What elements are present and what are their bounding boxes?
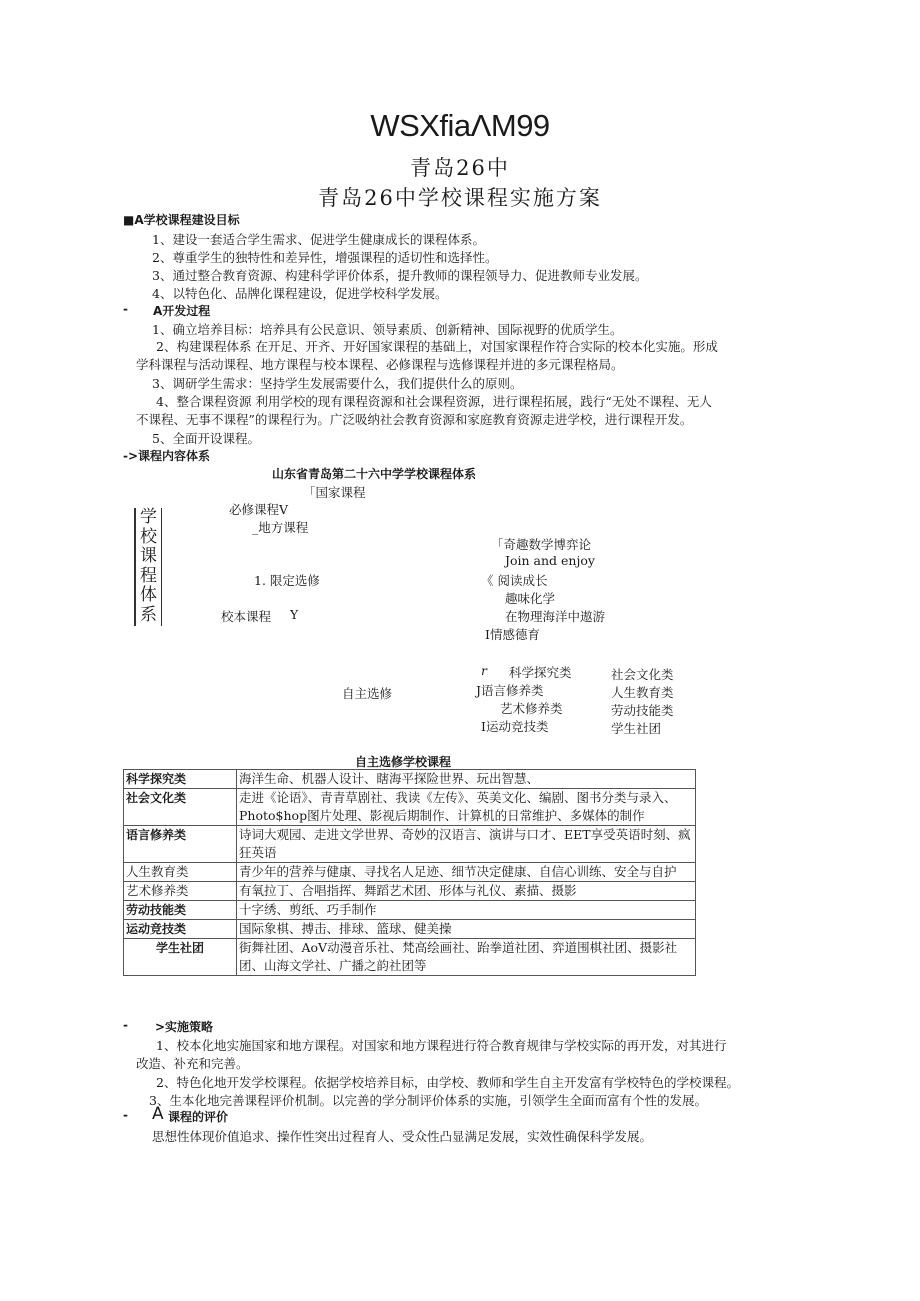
table-courses: 国际象棋、搏击、排球、篮球、健美操 <box>237 920 696 939</box>
limited-elective-item: 「奇趣数学博弈论 <box>491 537 592 552</box>
table-row <box>124 939 696 976</box>
table-courses: 走进《论语》、青青草剧社、我读《左传》、英美文化、编剧、图书分类与录入、Photo$hop图片处理、影视后期制作、计算机的日常维护、多媒体的制作 <box>237 789 696 826</box>
goal-item: 3、通过整合教育资源、构建科学评价体系，提升教师的课程领导力、促进教师专业发展。 <box>152 268 648 283</box>
table-category: 科学探究类 <box>124 770 237 789</box>
table-row <box>124 920 696 939</box>
table-courses: 十字绣、剪纸、巧手制作 <box>237 901 696 920</box>
limited-elective-item: 在物理海洋中遨游 <box>505 609 606 624</box>
table-courses: 诗词大观园、走进文学世界、奇妙的汉语言、演讲与口才、EET享受英语时刻、疯狂英语 <box>237 826 696 863</box>
page-title: 青岛26中学校课程实施方案 <box>318 186 602 210</box>
strategy-line: 改造、补充和完善。 <box>136 1056 249 1071</box>
free-elective-item: 社会文化类 <box>611 667 674 682</box>
section-strategy-heading: >实施策略 <box>155 1020 214 1034</box>
section-dash: - <box>123 1018 128 1032</box>
diagram-local-course: _地方课程 <box>252 520 309 535</box>
free-elective-item: I运动竞技类 <box>481 719 549 734</box>
table-category: 艺术修养类 <box>124 882 237 901</box>
table-category: 社会文化类 <box>124 789 237 826</box>
table-row <box>124 901 696 920</box>
table-category: 学生社团 <box>124 939 237 976</box>
table-category: 运动竞技类 <box>124 920 237 939</box>
section-dash: - <box>123 302 128 316</box>
diagram-limited-elective: 1. 限定选修 <box>254 573 320 588</box>
limited-elective-item: Join and enjoy <box>505 553 595 568</box>
table-row <box>124 863 696 882</box>
process-line: 不课程、无事不课程”的课程行为。广泛吸纳社会教育资源和家庭教育资源走进学校，进行课程开发。 <box>136 412 693 427</box>
goal-item: 2、尊重学生的独特性和差异性，增强课程的适切性和选择性。 <box>152 250 498 265</box>
section-goals-heading: ■A学校课程建设目标 <box>123 213 240 227</box>
section-process-heading: A开发过程 <box>153 304 211 318</box>
diagram-school-based-course: 校本课程 <box>221 609 272 624</box>
free-elective-item: 人生教育类 <box>611 685 674 700</box>
diagram-required-course: 必修课程Ⅴ <box>229 502 289 517</box>
elective-course-table <box>123 769 696 976</box>
table-row <box>124 882 696 901</box>
limited-elective-item: 趣味化学 <box>505 591 556 606</box>
limited-elective-item: I情感德育 <box>485 627 540 642</box>
table-category: 语言修养类 <box>124 826 237 863</box>
table-courses: 街舞社团、AoV动漫音乐社、梵高绘画社、跆拳道社团、弈道围棋社团、摄影社团、山海文学社、广播之韵社团等 <box>237 939 696 976</box>
free-elective-item: 艺术修养类 <box>500 701 563 716</box>
table-courses: 青少年的营养与健康、寻找名人足迹、细节决定健康、自信心训练、安全与自护 <box>237 863 696 882</box>
free-elective-item: 科学探究类 <box>509 665 572 680</box>
free-elective-item: J语言修养类 <box>476 683 544 698</box>
process-line: 1、确立培养目标：培养具有公民意识、领导素质、创新精神、国际视野的优质学生。 <box>152 322 623 337</box>
diagram-free-elective: 自主选修 <box>342 686 393 701</box>
diagram-national-course: 「国家课程 <box>303 485 366 500</box>
diagram-title: 山东省青岛第二十六中学学校课程体系 <box>272 467 477 481</box>
section-dash: - <box>123 1108 128 1122</box>
goal-item: 1、建设一套适合学生需求、促进学生健康成长的课程体系。 <box>152 232 485 247</box>
limited-elective-item: 《 阅读成长 <box>481 573 548 588</box>
table-title: 自主选修学校课程 <box>355 755 452 769</box>
vertical-char: 学 <box>140 507 157 527</box>
goal-item: 4、以特色化、品牌化课程建设，促进学校科学发展。 <box>152 286 448 301</box>
free-elective-item: 劳动技能类 <box>611 703 674 718</box>
process-line: 3、调研学生需求：坚持学生发展需要什么，我们提供什么的原则。 <box>152 376 523 391</box>
free-elective-bracket: r <box>481 663 487 678</box>
process-line: 2、构建课程体系 在开足、开齐、开好国家课程的基础上，对国家课程作符合实际的校本化实施。形成 <box>156 339 718 354</box>
section-content-heading: ->课程内容体系 <box>123 449 211 463</box>
strategy-line: 3、生本化地完善课程评价机制。以完善的学分制评价体系的实施，引领学生全面而富有个性的发展。 <box>149 1093 707 1108</box>
table-category: 劳动技能类 <box>124 901 237 920</box>
table-category: 人生教育类 <box>124 863 237 882</box>
section-evaluation-letter: A <box>152 1104 164 1124</box>
table-courses: 海洋生命、机器人设计、瞎海平探险世界、玩出智慧、 <box>237 770 696 789</box>
free-elective-item: 学生社团 <box>611 721 662 736</box>
table-courses: 有氧拉丁、合唱指挥、舞蹈艺术团、形体与礼仪、素描、摄影 <box>237 882 696 901</box>
table-row <box>124 770 696 789</box>
vertical-char: 体 <box>140 585 157 605</box>
section-evaluation-heading: 课程的评价 <box>168 1110 229 1124</box>
diagram-school-based-mark: Y <box>290 607 299 622</box>
vertical-char: 校 <box>140 526 157 547</box>
strategy-line: 1、校本化地实施国家和地方课程。对国家和地方课程进行符合教育规律与学校实际的再开发，对其进行 <box>156 1038 727 1053</box>
vertical-char: 系 <box>140 604 157 625</box>
diagram-vertical-label <box>134 508 162 626</box>
school-name: 青岛26中 <box>410 156 510 180</box>
evaluation-text: 思想性体现价值追求、操作性突出过程育人、受众性凸显满足发展，实效性确保科学发展。 <box>152 1129 653 1144</box>
process-line: 4、整合课程资源 利用学校的现有课程资源和社会课程资源，进行课程拓展，践行“无处不课程、无人 <box>156 394 712 409</box>
process-line: 学科课程与活动课程、地方课程与校本课程、必修课程与选修课程并进的多元课程格局。 <box>136 357 624 372</box>
vertical-char: 程 <box>140 565 157 586</box>
document-code: WSXfiaΛM99 <box>370 108 550 143</box>
strategy-line: 2、特色化地开发学校课程。依据学校培养目标，由学校、教师和学生自主开发富有学校特色的学校课程。 <box>156 1075 739 1090</box>
table-row <box>124 789 696 826</box>
process-line: 5、全面开设课程。 <box>152 431 260 446</box>
table-row <box>124 826 696 863</box>
vertical-char: 课 <box>140 546 157 566</box>
